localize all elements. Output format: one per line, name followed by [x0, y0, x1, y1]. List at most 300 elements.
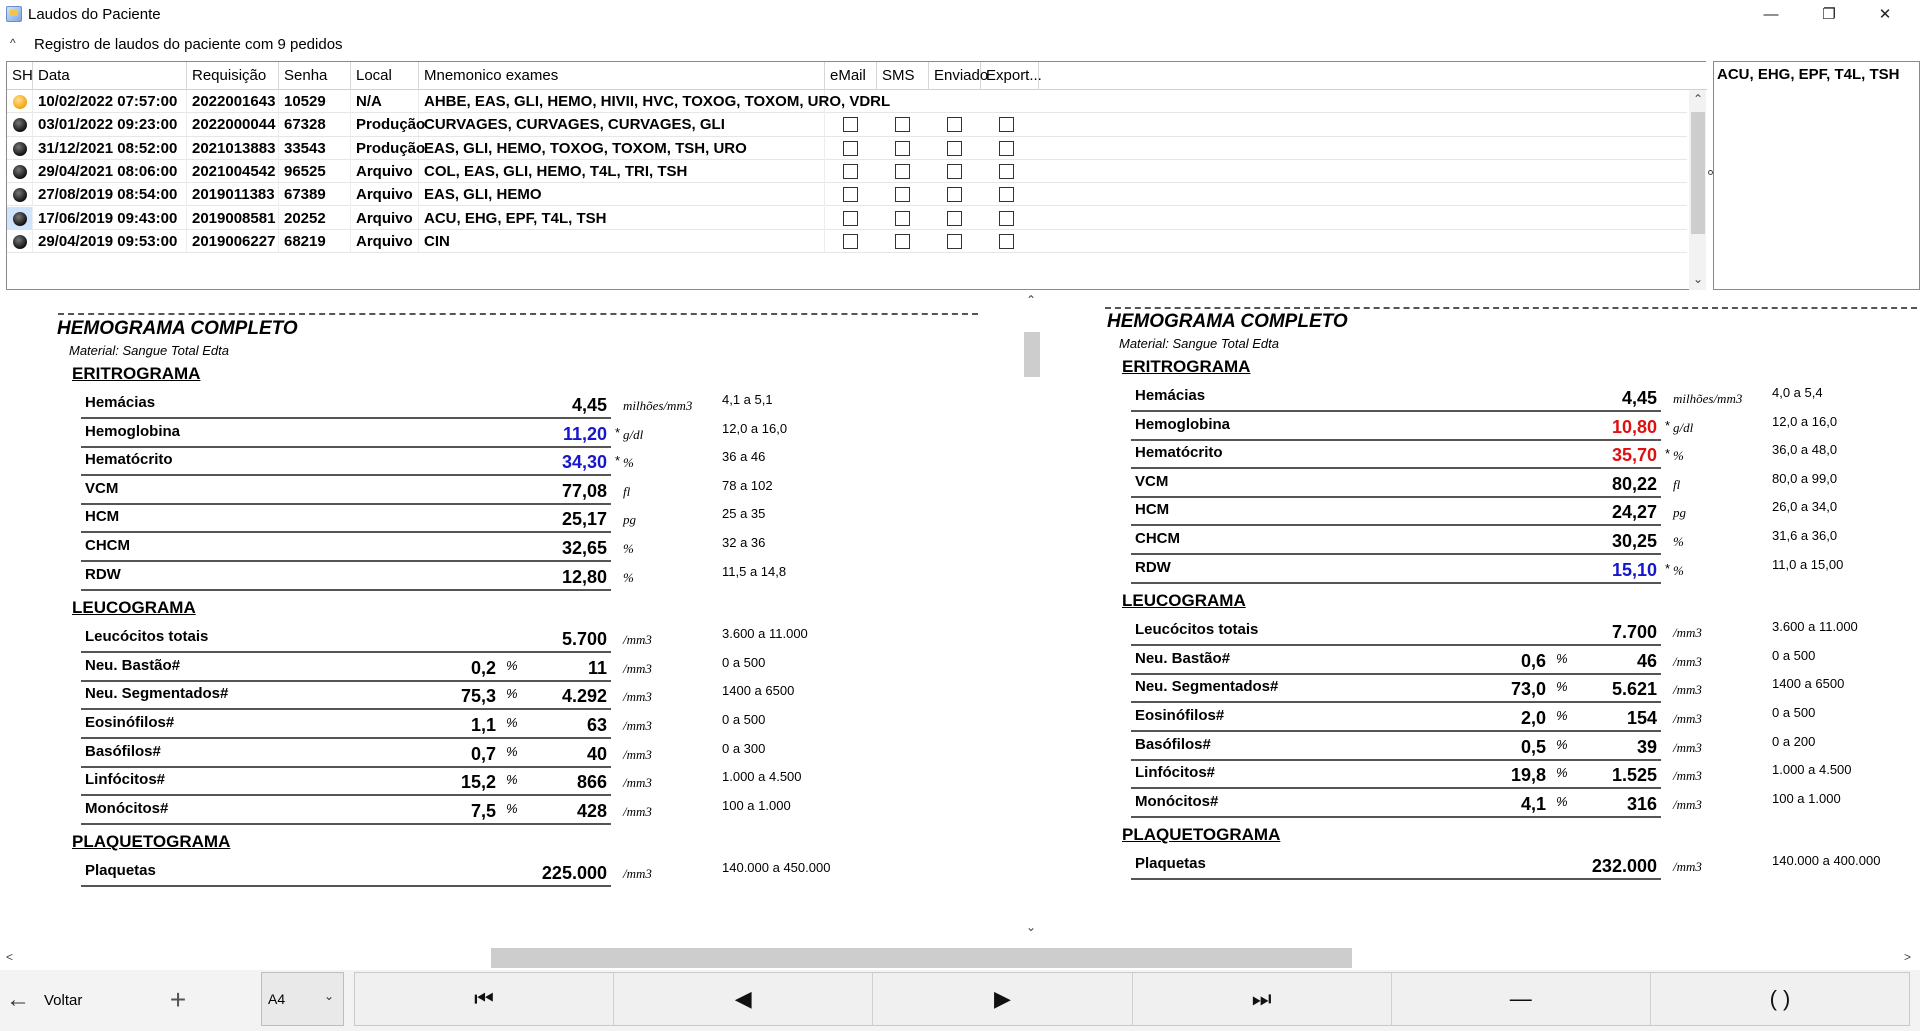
- result-unit: /mm3: [623, 660, 652, 676]
- abnormal-flag: *: [615, 453, 621, 469]
- result-unit: /mm3: [1673, 711, 1702, 726]
- result-unit: g/dl: [1673, 419, 1694, 435]
- fit-page-icon: ( ): [1769, 986, 1791, 1011]
- percent-symbol: %: [506, 743, 518, 759]
- result-row: [81, 796, 611, 825]
- export-checkbox[interactable]: [999, 117, 1014, 132]
- result-row: [81, 858, 611, 887]
- enviado-checkbox[interactable]: [947, 187, 962, 202]
- report-scroll-thumb[interactable]: [1024, 332, 1040, 377]
- result-value: 225.000: [541, 863, 607, 884]
- last-page-button[interactable]: [1133, 973, 1392, 1025]
- export-checkbox[interactable]: [999, 187, 1014, 202]
- eritrograma-heading: ERITROGRAMA: [1122, 357, 1251, 376]
- result-name: Neu. Segmentados#: [1135, 678, 1279, 696]
- result-value: 15,10: [1611, 559, 1657, 580]
- result-unit: /mm3: [1673, 653, 1702, 669]
- result-value: 7.700: [1611, 622, 1657, 643]
- plaquetograma-heading: PLAQUETOGRAMA: [1122, 825, 1281, 845]
- result-name: Hemoglobina: [1135, 415, 1231, 433]
- reference-range: 36 a 46: [722, 449, 766, 465]
- status-dot-icon: [13, 212, 27, 226]
- local-cell: Arquivo: [351, 160, 419, 183]
- result-unit: fl: [1673, 476, 1681, 492]
- senha-cell: 20252: [279, 207, 351, 230]
- column-header[interactable]: Export...: [981, 62, 1039, 90]
- result-row: [1131, 440, 1661, 469]
- reference-range: 100 a 1.000: [1772, 790, 1841, 806]
- abnormal-flag: *: [1665, 446, 1671, 462]
- result-name: Basófilos#: [85, 742, 161, 760]
- reference-range: 80,0 a 99,0: [1772, 470, 1838, 486]
- enviado-checkbox[interactable]: [947, 117, 962, 132]
- enviado-checkbox[interactable]: [947, 164, 962, 179]
- senha-cell: 10529: [279, 90, 351, 113]
- result-name: Hemácias: [85, 394, 156, 411]
- req-cell: 2019006227: [187, 230, 279, 253]
- result-value: 5.621: [1611, 679, 1657, 700]
- result-unit: /mm3: [1673, 859, 1702, 875]
- exames-cell: COL, EAS, GLI, HEMO, T4L, TRI, TSH: [419, 160, 825, 183]
- exames-cell: EAS, GLI, HEMO: [419, 183, 825, 206]
- result-name: Hemoglobina: [85, 422, 181, 440]
- result-percent: 4,1: [1520, 793, 1546, 814]
- plus-icon: +: [169, 984, 187, 1015]
- result-value: 12,80: [561, 566, 607, 587]
- result-unit: /mm3: [623, 632, 652, 648]
- date-cell: 29/04/2019 09:53:00: [33, 230, 187, 253]
- reference-range: 4,0 a 5,4: [1772, 385, 1823, 400]
- result-name: Leucócitos totais: [85, 628, 209, 646]
- reference-range: 1.000 a 4.500: [1772, 762, 1852, 778]
- add-button[interactable]: [160, 982, 196, 1018]
- local-cell: Arquivo: [351, 207, 419, 230]
- reference-range: 3.600 a 11.000: [722, 626, 808, 642]
- enviado-checkbox[interactable]: [947, 234, 962, 249]
- local-cell: Arquivo: [351, 230, 419, 253]
- report-right[interactable]: [1056, 293, 1920, 941]
- result-name: Linfócitos#: [1135, 764, 1216, 782]
- result-value: 11,20: [562, 423, 607, 444]
- result-unit: g/dl: [623, 426, 644, 442]
- result-unit: %: [1673, 534, 1684, 549]
- result-row: [1131, 412, 1661, 441]
- reference-range: 11,0 a 15,00: [1772, 556, 1844, 572]
- column-header[interactable]: eMail: [825, 62, 877, 90]
- export-checkbox[interactable]: [999, 211, 1014, 226]
- first-page-button[interactable]: [355, 973, 614, 1025]
- result-value: 30,25: [1611, 531, 1657, 551]
- reference-range: 0 a 500: [1772, 647, 1816, 663]
- result-row: [81, 653, 611, 682]
- result-row: [1131, 851, 1661, 880]
- window-title: Laudos do Paciente: [28, 6, 161, 23]
- result-row: [81, 624, 611, 653]
- result-name: Plaquetas: [1135, 855, 1206, 873]
- table-row[interactable]: [7, 137, 1687, 160]
- result-value: 35,70: [1611, 445, 1657, 466]
- percent-symbol: %: [506, 686, 518, 702]
- sms-checkbox[interactable]: [895, 141, 910, 156]
- export-checkbox[interactable]: [999, 141, 1014, 156]
- reference-range: 0 a 300: [722, 740, 766, 756]
- result-value: 866: [576, 772, 607, 793]
- table-row[interactable]: [7, 207, 1687, 230]
- result-value: 63: [586, 715, 607, 735]
- req-cell: 2022001643: [187, 90, 279, 113]
- status-dot-icon: [13, 95, 27, 109]
- result-name: RDW: [85, 565, 121, 583]
- result-row: [81, 533, 611, 562]
- status-dot-icon: [13, 142, 27, 156]
- result-name: Hematócrito: [1135, 444, 1223, 462]
- grid-header: [7, 62, 1707, 90]
- enviado-checkbox[interactable]: [947, 211, 962, 226]
- result-name: Leucócitos totais: [1135, 621, 1259, 639]
- result-row: [81, 562, 611, 591]
- date-cell: 03/01/2022 09:23:00: [33, 113, 187, 136]
- sms-checkbox[interactable]: [895, 117, 910, 132]
- date-cell: 29/04/2021 08:06:00: [33, 160, 187, 183]
- local-cell: Produção: [351, 137, 419, 160]
- export-checkbox[interactable]: [999, 164, 1014, 179]
- grid-scroll-thumb[interactable]: [1691, 112, 1705, 234]
- status-dot-icon: [13, 165, 27, 179]
- report-vertical-scrollbar[interactable]: [1022, 293, 1042, 941]
- result-row: [1131, 469, 1661, 498]
- req-cell: 2019008581: [187, 207, 279, 230]
- req-cell: 2022000044: [187, 113, 279, 136]
- email-checkbox[interactable]: [843, 117, 858, 132]
- result-row: [1131, 526, 1661, 555]
- result-row: [81, 447, 611, 476]
- result-value: 25,17: [561, 509, 607, 530]
- reference-range: 4,1 a 5,1: [722, 392, 773, 407]
- scroll-right-icon[interactable]: >: [1904, 950, 1912, 964]
- first-page-icon: ⏮: [474, 986, 494, 1011]
- percent-symbol: %: [506, 657, 518, 673]
- senha-cell: 33543: [279, 137, 351, 160]
- material-label: Material: Sangue Total Edta: [1119, 336, 1279, 351]
- result-row: [1131, 497, 1661, 526]
- result-name: Plaquetas: [85, 862, 156, 880]
- page-navigation: [354, 972, 1910, 1026]
- minimize-button[interactable]: —: [1763, 5, 1779, 23]
- result-row: [1131, 703, 1661, 732]
- result-value: 34,30: [561, 452, 607, 473]
- req-cell: 2019011383: [187, 183, 279, 206]
- result-percent: 7,5: [470, 800, 496, 821]
- result-percent: 0,2: [470, 657, 496, 678]
- result-name: Neu. Segmentados#: [85, 685, 229, 703]
- material-label: Material: Sangue Total Edta: [69, 343, 229, 358]
- percent-symbol: %: [506, 800, 518, 816]
- sms-checkbox[interactable]: [895, 164, 910, 179]
- date-cell: 31/12/2021 08:52:00: [33, 137, 187, 160]
- percent-symbol: %: [1556, 793, 1568, 809]
- result-name: HCM: [85, 508, 120, 526]
- result-row: [1131, 617, 1661, 646]
- email-checkbox[interactable]: [843, 141, 858, 156]
- result-value: 11: [587, 657, 607, 678]
- result-row: [1131, 555, 1661, 584]
- report-left[interactable]: [6, 293, 1022, 941]
- percent-symbol: %: [1556, 765, 1568, 781]
- column-header[interactable]: Enviado: [929, 62, 981, 90]
- exames-cell: EAS, GLI, HEMO, TOXOG, TOXOM, TSH, URO: [419, 137, 825, 160]
- result-percent: 2,0: [1520, 708, 1546, 728]
- back-label: Voltar: [44, 991, 83, 1009]
- abnormal-flag: *: [1665, 417, 1671, 433]
- table-row[interactable]: [7, 160, 1687, 183]
- report-divider: [58, 313, 978, 315]
- result-row: [81, 390, 611, 419]
- table-row[interactable]: [7, 113, 1687, 136]
- result-unit: pg: [623, 512, 636, 528]
- plaquetograma-heading: PLAQUETOGRAMA: [72, 832, 231, 852]
- result-row: [1131, 383, 1661, 412]
- reference-range: 12,0 a 16,0: [722, 420, 788, 436]
- zoom-out-button[interactable]: [1392, 973, 1651, 1025]
- result-unit: %: [1673, 448, 1684, 464]
- exames-cell: ACU, EHG, EPF, T4L, TSH: [419, 207, 825, 230]
- result-unit: /mm3: [623, 775, 652, 791]
- status-dot-icon: [13, 235, 27, 249]
- percent-symbol: %: [1556, 736, 1568, 752]
- result-name: Neu. Bastão#: [1135, 649, 1231, 667]
- eritrograma-heading: ERITROGRAMA: [72, 364, 201, 383]
- scroll-up-icon[interactable]: ⌃: [1693, 92, 1704, 106]
- paper-size-value: A4: [268, 991, 286, 1007]
- result-name: Basófilos#: [1135, 735, 1211, 753]
- report-title: HEMOGRAMA COMPLETO: [57, 318, 298, 339]
- group-title: Registro de laudos do paciente com 9 pedidos: [34, 36, 343, 53]
- status-cell: [7, 90, 33, 113]
- result-row: [81, 710, 611, 739]
- result-value: 316: [1626, 793, 1657, 814]
- result-value: 428: [576, 800, 607, 821]
- result-unit: %: [623, 569, 634, 585]
- status-cell: [7, 183, 33, 206]
- result-row: [1131, 646, 1661, 675]
- result-name: Monócitos#: [85, 799, 169, 817]
- reference-range: 31,6 a 36,0: [1772, 528, 1838, 543]
- email-checkbox[interactable]: [843, 164, 858, 179]
- exames-cell: AHBE, EAS, GLI, HEMO, HIVII, HVC, TOXOG, TOXOM, URO, VDRL: [419, 90, 825, 113]
- result-name: CHCM: [1135, 530, 1180, 547]
- result-percent: 73,0: [1510, 679, 1546, 700]
- table-row[interactable]: [7, 90, 1687, 113]
- date-cell: 10/02/2022 07:57:00: [33, 90, 187, 113]
- reference-range: 1400 a 6500: [722, 683, 795, 699]
- result-row: [81, 419, 611, 448]
- column-header[interactable]: Senha: [279, 62, 351, 90]
- sms-checkbox[interactable]: [895, 187, 910, 202]
- result-name: Hematócrito: [85, 451, 173, 469]
- percent-symbol: %: [1556, 650, 1568, 666]
- senha-cell: 68219: [279, 230, 351, 253]
- reference-range: 3.600 a 11.000: [1772, 619, 1858, 635]
- horizontal-scroll-thumb[interactable]: [491, 948, 1352, 968]
- export-checkbox[interactable]: [999, 234, 1014, 249]
- result-value: 39: [1636, 736, 1657, 757]
- result-name: CHCM: [85, 537, 130, 554]
- result-name: Eosinófilos#: [1135, 707, 1225, 724]
- result-value: 4,45: [1621, 388, 1657, 408]
- email-checkbox[interactable]: [843, 211, 858, 226]
- table-row[interactable]: [7, 230, 1687, 253]
- exames-cell: CURVAGES, CURVAGES, CURVAGES, GLI: [419, 113, 825, 136]
- sms-checkbox[interactable]: [895, 234, 910, 249]
- fit-page-button[interactable]: [1651, 973, 1909, 1025]
- result-name: VCM: [1135, 472, 1169, 490]
- percent-symbol: %: [1556, 708, 1568, 723]
- result-unit: %: [1673, 562, 1684, 578]
- result-value: 232.000: [1591, 856, 1657, 877]
- arrow-left-icon: ←: [6, 986, 30, 1013]
- result-name: Linfócitos#: [85, 771, 166, 789]
- result-row: [1131, 789, 1661, 818]
- result-unit: /mm3: [623, 689, 652, 705]
- result-unit: /mm3: [1673, 796, 1702, 812]
- result-name: RDW: [1135, 558, 1171, 576]
- paper-size-select[interactable]: [261, 972, 344, 1026]
- result-name: VCM: [85, 479, 119, 497]
- leucograma-heading: LEUCOGRAMA: [72, 598, 196, 618]
- result-row: [1131, 760, 1661, 789]
- result-row: [81, 504, 611, 533]
- result-unit: /mm3: [1673, 682, 1702, 698]
- senha-cell: 67389: [279, 183, 351, 206]
- group-header[interactable]: [0, 32, 1920, 58]
- result-percent: 0,7: [470, 743, 496, 764]
- result-row: [1131, 732, 1661, 761]
- result-row: [81, 476, 611, 505]
- sms-checkbox[interactable]: [895, 211, 910, 226]
- reference-range: 140.000 a 400.000: [1772, 853, 1881, 869]
- reference-range: 140.000 a 450.000: [722, 860, 831, 876]
- reference-range: 1.000 a 4.500: [722, 769, 802, 785]
- column-header[interactable]: Data: [33, 62, 187, 90]
- previous-page-icon: ◀: [734, 986, 752, 1011]
- result-percent: 1,1: [470, 715, 496, 735]
- result-value: 5.700: [561, 629, 607, 650]
- req-cell: 2021004542: [187, 160, 279, 183]
- result-row: [81, 739, 611, 768]
- column-header[interactable]: SMS: [877, 62, 929, 90]
- back-button[interactable]: [6, 980, 106, 1020]
- table-row[interactable]: [7, 183, 1687, 206]
- result-percent: 15,2: [460, 772, 496, 793]
- percent-symbol: %: [1556, 679, 1568, 695]
- column-header[interactable]: Local: [351, 62, 419, 90]
- result-percent: 19,8: [1510, 765, 1546, 786]
- reference-range: 11,5 a 14,8: [722, 563, 787, 579]
- next-page-button[interactable]: [873, 973, 1132, 1025]
- report-divider: [1105, 307, 1917, 309]
- result-value: 32,65: [561, 538, 607, 558]
- report-scroll-down-icon[interactable]: ⌄: [1026, 920, 1037, 934]
- result-row: [81, 681, 611, 710]
- result-name: HCM: [1135, 501, 1170, 519]
- reference-range: 12,0 a 16,0: [1772, 413, 1838, 429]
- result-value: 40: [586, 743, 607, 764]
- result-value: 77,08: [561, 480, 607, 501]
- result-percent: 0,6: [1520, 650, 1546, 671]
- maximize-button[interactable]: ❐: [1822, 6, 1836, 23]
- app-icon: [6, 6, 22, 22]
- status-cell: [7, 207, 33, 230]
- previous-page-button[interactable]: [614, 973, 873, 1025]
- column-header[interactable]: Requisição: [187, 62, 279, 90]
- result-unit: pg: [1673, 505, 1686, 521]
- title-bar: [0, 0, 1920, 28]
- result-name: Monócitos#: [1135, 792, 1219, 810]
- result-value: 154: [1626, 708, 1657, 728]
- result-unit: /mm3: [1673, 768, 1702, 784]
- scroll-down-icon[interactable]: ⌄: [1693, 272, 1704, 286]
- report-scroll-up-icon[interactable]: ⌃: [1026, 293, 1037, 307]
- result-unit: milhões/mm3: [1673, 391, 1743, 406]
- scroll-left-icon[interactable]: <: [6, 950, 14, 964]
- result-value: 4,45: [571, 395, 607, 415]
- leucograma-heading: LEUCOGRAMA: [1122, 591, 1246, 611]
- reference-range: 26,0 a 34,0: [1772, 499, 1838, 515]
- email-checkbox[interactable]: [843, 187, 858, 202]
- status-dot-icon: [13, 118, 27, 132]
- date-cell: 17/06/2019 09:43:00: [33, 207, 187, 230]
- email-checkbox[interactable]: [843, 234, 858, 249]
- reference-range: 0 a 500: [1772, 705, 1816, 720]
- result-unit: /mm3: [623, 803, 652, 819]
- result-row: [1131, 674, 1661, 703]
- result-percent: 0,5: [1520, 736, 1546, 757]
- local-cell: Arquivo: [351, 183, 419, 206]
- reference-range: 100 a 1.000: [722, 797, 791, 813]
- result-unit: fl: [623, 483, 631, 499]
- exames-cell: CIN: [419, 230, 825, 253]
- close-button[interactable]: ✕: [1878, 6, 1892, 23]
- senha-cell: 67328: [279, 113, 351, 136]
- result-name: Eosinófilos#: [85, 714, 175, 731]
- reference-range: 78 a 102: [722, 477, 773, 493]
- column-header[interactable]: SH: [7, 62, 33, 90]
- column-header[interactable]: Mnemonico exames: [419, 62, 825, 90]
- result-value: 46: [1636, 650, 1657, 671]
- result-value: 4.292: [561, 686, 607, 707]
- orders-grid[interactable]: [6, 61, 1706, 290]
- result-unit: /mm3: [1673, 625, 1702, 641]
- enviado-checkbox[interactable]: [947, 141, 962, 156]
- next-page-icon: ▶: [993, 986, 1011, 1011]
- result-name: Hemácias: [1135, 387, 1206, 404]
- last-page-icon: ⏭: [1251, 986, 1272, 1011]
- reference-range: 0 a 500: [722, 654, 766, 670]
- collapse-icon[interactable]: ^: [10, 36, 16, 50]
- result-value: 80,22: [1611, 473, 1657, 494]
- result-value: 10,80: [1611, 416, 1657, 437]
- status-cell: [7, 137, 33, 160]
- result-unit: %: [623, 455, 634, 471]
- result-unit: milhões/mm3: [623, 398, 693, 413]
- reference-range: 0 a 200: [1772, 733, 1816, 749]
- local-cell: Produção: [351, 113, 419, 136]
- result-value: 24,27: [1611, 502, 1657, 523]
- result-unit: %: [623, 541, 634, 556]
- result-row: [81, 767, 611, 796]
- reference-range: 36,0 a 48,0: [1772, 442, 1838, 458]
- abnormal-flag: *: [1665, 560, 1671, 576]
